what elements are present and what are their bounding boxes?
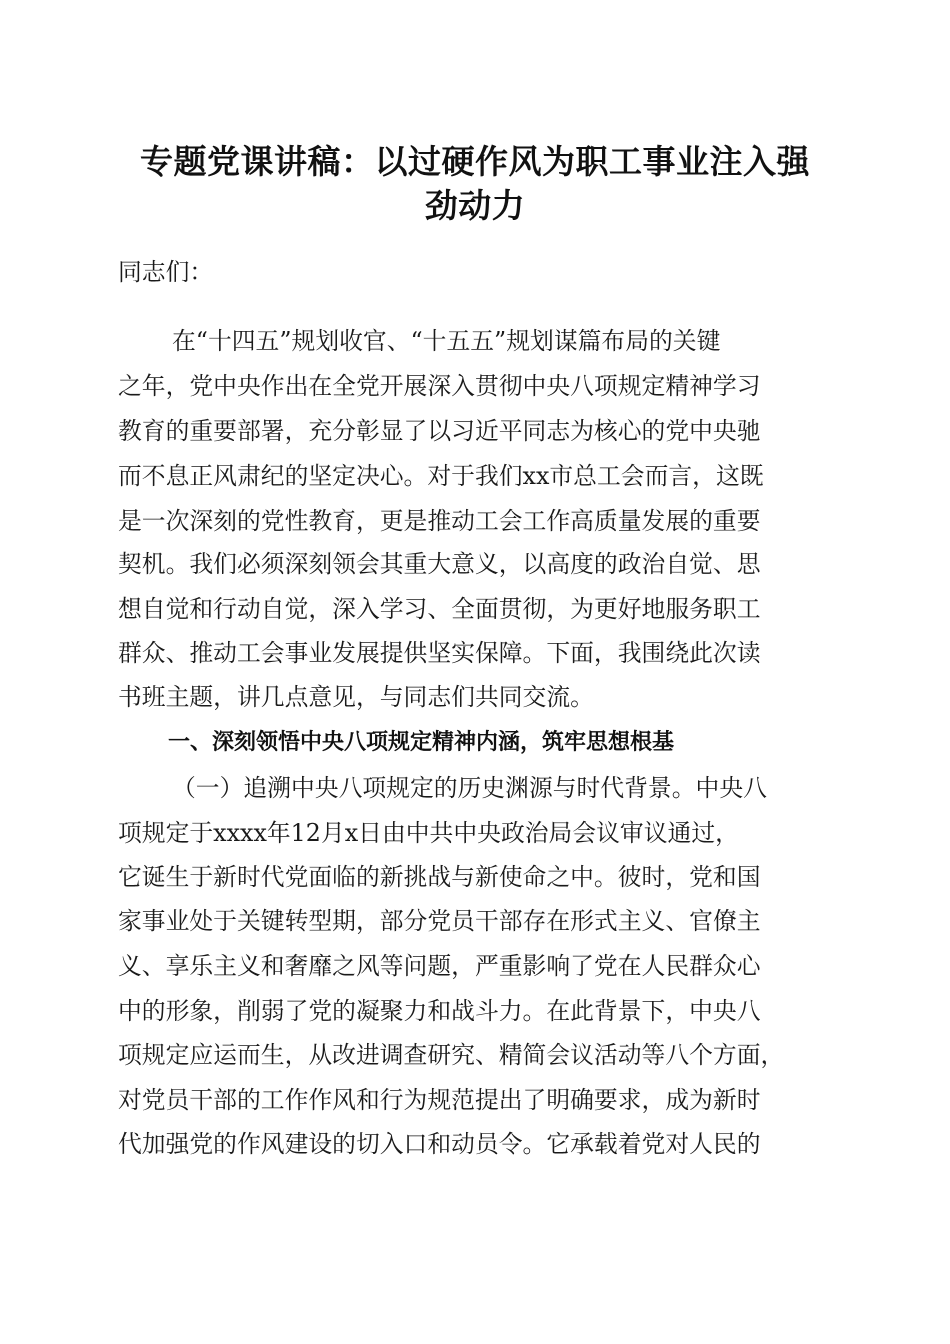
paragraph-line: 家事业处于关键转型期，部分党员干部存在形式主义、官僚主 — [118, 907, 761, 935]
paragraph-line: 而不息正风肃纪的坚定决心。对于我们xx市总工会而言，这既 — [118, 462, 764, 490]
paragraph-line: 义、享乐主义和奢靡之风等问题，严重影响了党在人民群众心 — [118, 952, 761, 980]
paragraph-line: （一）追溯中央八项规定的历史渊源与时代背景。中央八 — [172, 774, 767, 802]
paragraph-line: 群众、推动工会事业发展提供坚实保障。下面，我围绕此次读 — [118, 639, 761, 667]
document-title-line-1: 专题党课讲稿：以过硬作风为职工事业注入强 — [140, 142, 810, 181]
paragraph-line: 中的形象，削弱了党的凝聚力和战斗力。在此背景下，中央八 — [118, 997, 761, 1025]
section-heading: 一、深刻领悟中央八项规定精神内涵，筑牢思想根基 — [168, 730, 675, 755]
paragraph-line: 它诞生于新时代党面临的新挑战与新使命之中。彼时，党和国 — [118, 863, 761, 891]
paragraph-line: 教育的重要部署，充分彰显了以习近平同志为核心的党中央驰 — [118, 417, 761, 445]
paragraph-line: 对党员干部的工作作风和行为规范提出了明确要求，成为新时 — [118, 1086, 761, 1114]
paragraph-line: 项规定应运而生，从改进调查研究、精简会议活动等八个方面， — [118, 1041, 785, 1069]
paragraph-line: 之年，党中央作出在全党开展深入贯彻中央八项规定精神学习 — [118, 372, 761, 400]
paragraph-line: 想自觉和行动自觉，深入学习、全面贯彻，为更好地服务职工 — [118, 595, 761, 623]
document-title-line-2: 劲动力 — [424, 186, 526, 225]
paragraph-line: 在“十四五”规划收官、“十五五”规划谋篇布局的关键 — [172, 327, 721, 355]
paragraph-line: 契机。我们必须深刻领会其重大意义，以高度的政治自觉、思 — [118, 550, 761, 578]
salutation: 同志们： — [118, 258, 214, 286]
paragraph-line: 代加强党的作风建设的切入口和动员令。它承载着党对人民的 — [118, 1130, 761, 1158]
paragraph-line: 是一次深刻的党性教育，更是推动工会工作高质量发展的重要 — [118, 507, 761, 535]
paragraph-line: 项规定于xxxx年12月x日由中共中央政治局会议审议通过， — [118, 819, 739, 847]
paragraph-line: 书班主题，讲几点意见，与同志们共同交流。 — [118, 683, 594, 711]
